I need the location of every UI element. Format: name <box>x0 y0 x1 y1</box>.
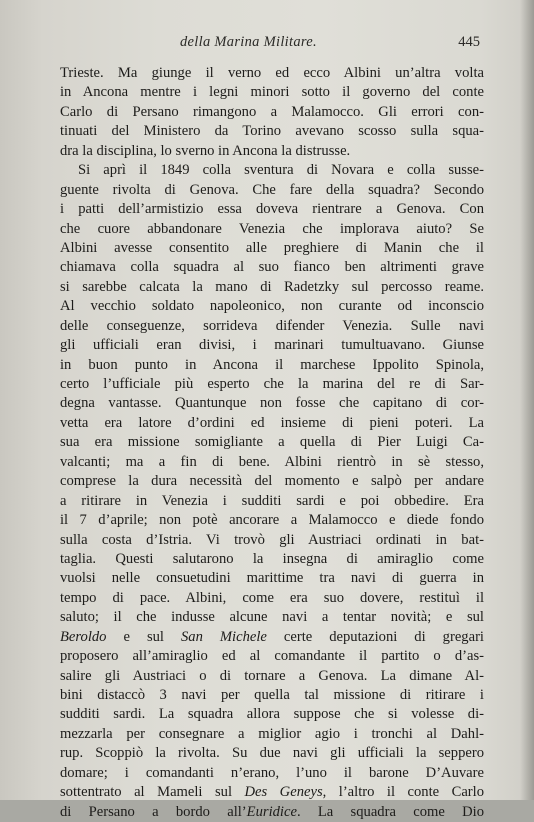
text-fragment: , l’altro il conte Carlo <box>322 784 485 801</box>
text-line: Si aprì il 1849 colla sventura di Novara e colla susse- <box>78 162 484 179</box>
text-fragment: sottentrato al Mameli sul <box>60 784 245 801</box>
text-line: in Ancona mentre i legni minori sotto il governo del conte <box>60 84 484 101</box>
text-line-mixed <box>60 803 484 822</box>
text-line: chiamava colla squadra al suo fianco ben altrimenti grave <box>60 259 484 276</box>
text-line: delle conseguenze, sorrideva difender Venezia. Sulle navi <box>60 317 484 334</box>
text-line: vuolsi nelle consuetudini marittime tra navi di guerra in <box>60 570 484 587</box>
body-text <box>60 64 484 822</box>
text-line: gli ufficiali eran divisi, i marinari tumultuavano. Giunse <box>60 337 484 354</box>
text-line: sudditi sardi. La squadra allora suppose che si volesse di- <box>60 706 484 723</box>
text-line: tinuati del Ministero da Torino avevano scosso sulla squa- <box>60 123 484 140</box>
text-line: a ritirare in Venezia i sudditi sardi e poi obbedire. Era <box>60 492 484 509</box>
text-line: Albini avesse consentito alle preghiere di Manin che il <box>60 239 484 256</box>
text-line: Al vecchio soldato napoleonico, non curante od inconscio <box>60 298 484 315</box>
ship-name: Beroldo <box>60 628 107 645</box>
text-fragment: e sul <box>106 628 181 645</box>
text-line: Carlo di Persano rimangono a Malamocco. Gli errori con- <box>60 103 484 120</box>
text-line-mixed <box>60 628 484 647</box>
text-line: comprese la dura necessità del momento e salpò per andare <box>60 473 484 490</box>
running-title: della Marina Militare. <box>180 34 317 50</box>
text-line: in buon punto in Ancona il marchese Ippolito Spinola, <box>60 356 484 373</box>
text-line: salire gli Austriaci o di tornare a Genova. La dimane Al- <box>60 667 484 684</box>
text-line: mezzarla per consegnare a miglior agio i tronchi al Dahl- <box>60 725 484 742</box>
text-fragment: di Persano a bordo all’ <box>60 803 247 820</box>
text-line: domare; i comandanti n’erano, l’uno il barone D’Auvare <box>60 764 484 781</box>
text-line: i patti dell’armistizio essa doveva rientrare a Genova. Con <box>60 201 484 218</box>
text-line: tempo di pace. Albini, come era suo dovere, restituì il <box>60 589 484 606</box>
text-line: bini distaccò 3 navi per quella tal missione di ritirare i <box>60 687 484 703</box>
text-line: sulla costa d’Istria. Vi trovò gli Austriaci ordinati in bat- <box>60 531 484 548</box>
text-line: valcanti; ma a fin di bene. Albini rientrò in sè stesso, <box>60 453 484 470</box>
text-line: dra la disciplina, lo sverno in Ancona la distrusse. <box>60 142 351 159</box>
ship-name: Euridice <box>246 803 297 820</box>
text-fragment: . La squadra come Dio <box>296 803 484 820</box>
text-line: si sarebbe calcata la mano di Radetzky sul percosso reame. <box>60 278 484 295</box>
text-line: degna vantasse. Quantunque non fosse che capitano di cor- <box>60 395 484 412</box>
text-line: il 7 d’aprile; non potè ancorare a Malamocco e diede fondo <box>60 512 484 529</box>
text-line: guente rivolta di Genova. Che fare della squadra? Secondo <box>60 181 484 198</box>
text-line: sua era missione somigliante a quella di Pier Luigi Ca- <box>60 434 484 451</box>
ship-name: San Michele <box>181 628 267 645</box>
page-edge-shadow <box>520 0 534 800</box>
page-number: 445 <box>458 34 480 50</box>
ship-name: Des Geneys <box>244 784 323 801</box>
text-line: taglia. Questi salutarono la insegna di amiraglio come <box>60 550 484 567</box>
running-head <box>60 34 480 54</box>
text-line: saluto; il che indusse alcune navi a tentar novità; e sul <box>60 609 484 626</box>
text-line: che cuore abbandonare Venezia che implorava aiuto? Se <box>60 220 484 237</box>
text-line: certo l’ufficiale più esperto che la marina del re di Sar- <box>60 376 484 392</box>
text-line: vetta era latore d’ordini ed insieme di pieni poteri. La <box>60 414 484 431</box>
text-line: Trieste. Ma giunge il verno ed ecco Albini un’altra volta <box>60 65 484 81</box>
text-fragment: certe deputazioni di gregari <box>266 628 484 645</box>
text-line-mixed <box>60 783 484 802</box>
text-line: rup. Scoppiò la rivolta. Su due navi gli ufficiali la seppero <box>60 745 484 762</box>
text-line: proposero all’amiraglio ed al comandante il partito o d’as- <box>60 648 484 665</box>
